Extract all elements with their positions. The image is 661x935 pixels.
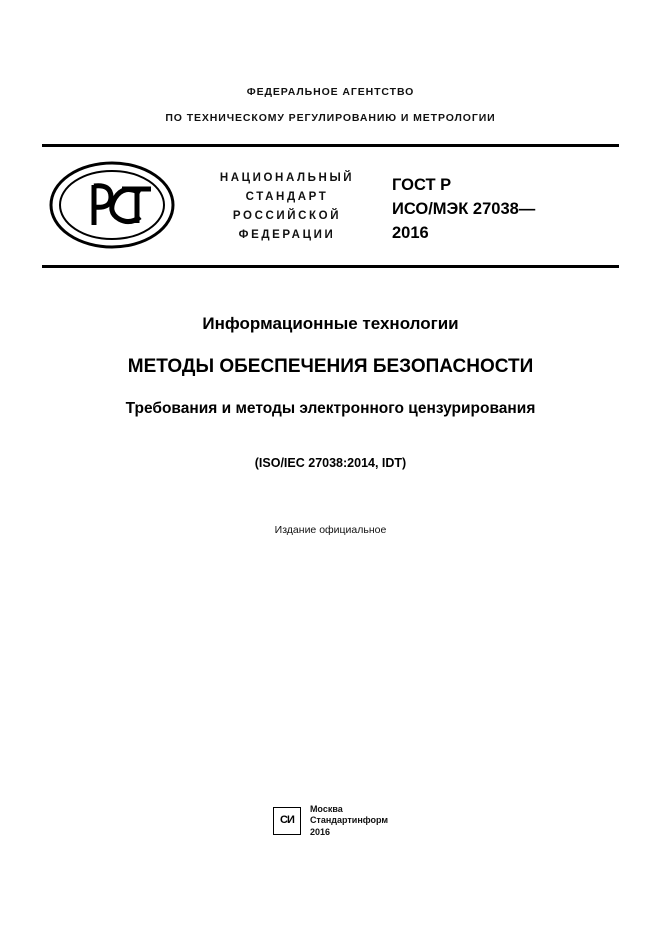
standartinform-logo-icon: СИ bbox=[273, 807, 301, 835]
rst-gost-emblem-icon bbox=[48, 159, 176, 251]
national-standard-line-4: ФЕДЕРАЦИИ bbox=[238, 229, 336, 241]
publisher-city: Москва bbox=[309, 803, 343, 814]
national-standard-line-2: СТАНДАРТ bbox=[245, 191, 329, 203]
divider-bottom bbox=[42, 265, 619, 268]
agency-block bbox=[42, 86, 619, 124]
standard-number-line-2: ИСО/МЭК 27038— bbox=[392, 200, 536, 218]
document-title-secondary: МЕТОДЫ ОБЕСПЕЧЕНИЯ БЕЗОПАСНОСТИ bbox=[127, 356, 534, 377]
document-title-tertiary: Требования и методы электронного цензурирования bbox=[125, 400, 536, 417]
title-block bbox=[42, 314, 619, 418]
national-standard-line-3: РОССИЙСКОЙ bbox=[232, 210, 342, 222]
agency-line-2: ПО ТЕХНИЧЕСКОМУ РЕГУЛИРОВАНИЮ И МЕТРОЛОГИИ bbox=[165, 112, 496, 124]
publisher-info bbox=[310, 804, 388, 839]
standard-number-line-1: ГОСТ Р bbox=[392, 176, 452, 194]
standard-number-line-3: 2016 bbox=[392, 224, 429, 242]
national-standard-heading bbox=[192, 169, 382, 245]
standard-number bbox=[392, 173, 617, 245]
iso-reference: (ISO/IEC 27038:2014, IDT) bbox=[254, 456, 407, 470]
publisher-name: Стандартинформ bbox=[309, 815, 389, 825]
official-edition-note: Издание официальное bbox=[274, 524, 387, 536]
publisher-year: 2016 bbox=[309, 826, 330, 837]
header-row bbox=[42, 147, 619, 265]
publisher-block bbox=[42, 804, 619, 839]
national-standard-line-1: НАЦИОНАЛЬНЫЙ bbox=[219, 172, 355, 184]
document-title-primary: Информационные технологии bbox=[202, 314, 459, 333]
agency-line-1: ФЕДЕРАЛЬНОЕ АГЕНТСТВО bbox=[246, 86, 415, 98]
page-sheet bbox=[42, 34, 619, 900]
